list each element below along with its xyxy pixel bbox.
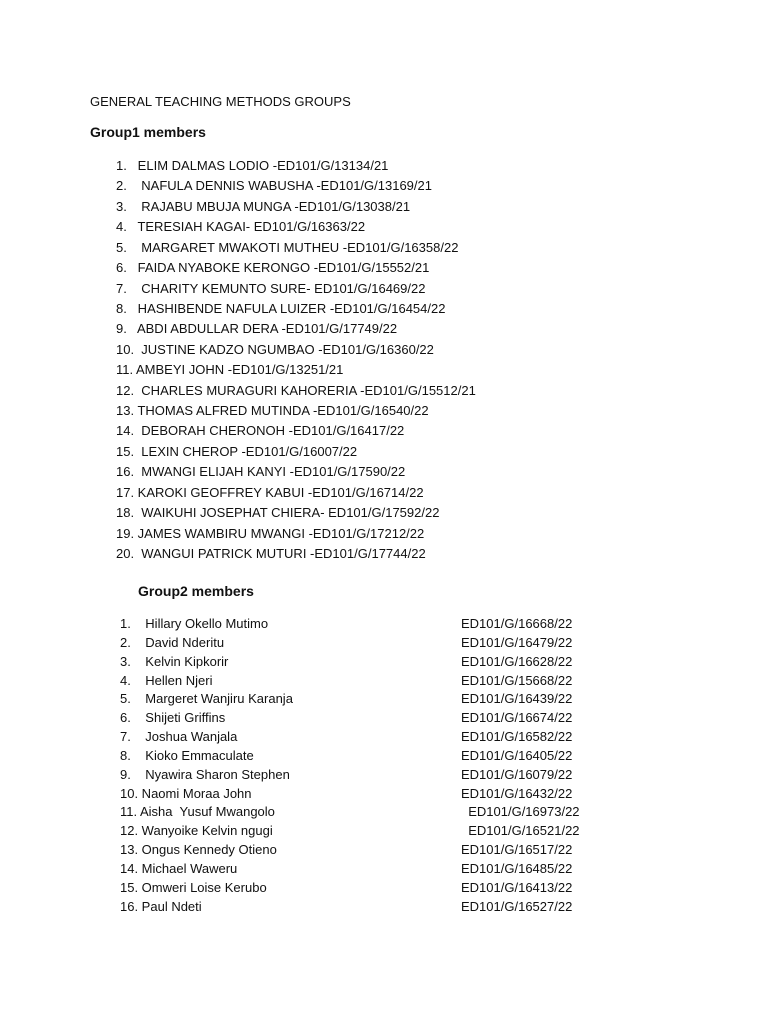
- member-reg-number: ED101/G/16521/22: [461, 823, 580, 839]
- member-reg-number: ED101/G/16517/22: [461, 842, 573, 858]
- group2-member: [120, 690, 600, 709]
- member-name: 4. Hellen Njeri: [120, 672, 213, 688]
- group1-member: 13. THOMAS ALFRED MUTINDA -ED101/G/16540/22: [116, 403, 429, 419]
- group2-member: [120, 785, 600, 804]
- member-name: 16. Paul Ndeti: [120, 898, 202, 914]
- member-name: 15. Omweri Loise Kerubo: [120, 879, 267, 895]
- group1-member: 3. RAJABU MBUJA MUNGA -ED101/G/13038/21: [116, 198, 411, 214]
- member-name: 2. David Nderitu: [120, 634, 225, 650]
- group1-member: 15. LEXIN CHEROP -ED101/G/16007/22: [116, 443, 358, 459]
- member-name: 1. Hillary Okello Mutimo: [120, 616, 269, 631]
- member-name: 12. Wanyoike Kelvin ngugi: [120, 823, 273, 839]
- group2-member: [120, 898, 600, 917]
- group2-member: [120, 766, 600, 785]
- member-name: 9. Nyawira Sharon Stephen: [120, 766, 290, 782]
- group1-member: 8. HASHIBENDE NAFULA LUIZER -ED101/G/16454/22: [116, 300, 446, 316]
- member-name: 14. Michael Waweru: [120, 860, 238, 876]
- member-reg-number: ED101/G/15668/22: [461, 672, 573, 688]
- member-reg-number: ED101/G/16439/22: [461, 691, 573, 707]
- group1-member: 2. NAFULA DENNIS WABUSHA -ED101/G/13169/21: [116, 178, 432, 194]
- member-name: 13. Ongus Kennedy Otieno: [120, 842, 277, 858]
- member-reg-number: ED101/G/16674/22: [461, 710, 573, 726]
- group1-member: 9. ABDI ABDULLAR DERA -ED101/G/17749/22: [116, 321, 398, 337]
- group1-member: 16. MWANGI ELIJAH KANYI -ED101/G/17590/22: [116, 464, 406, 480]
- member-name: 11. Aisha Yusuf Mwangolo: [120, 804, 275, 820]
- group2-member: [120, 728, 600, 747]
- group1-member: 10. JUSTINE KADZO NGUMBAO -ED101/G/16360/22: [116, 341, 434, 357]
- group2-member: [120, 860, 600, 879]
- group1-member: 12. CHARLES MURAGURI KAHORERIA -ED101/G/15512/21: [116, 382, 476, 398]
- group1-member-list: [116, 156, 476, 564]
- member-reg-number: ED101/G/16413/22: [461, 879, 573, 895]
- group2-member: [120, 822, 600, 841]
- group2-member: [120, 709, 600, 728]
- group2-member: [120, 634, 600, 653]
- group1-member: 17. KAROKI GEOFFREY KABUI -ED101/G/16714/22: [116, 484, 424, 500]
- member-reg-number: ED101/G/16628/22: [461, 653, 573, 669]
- member-name: 6. Shijeti Griffins: [120, 710, 226, 726]
- group2-member: [120, 672, 600, 691]
- member-reg-number: ED101/G/16527/22: [461, 898, 573, 914]
- member-reg-number: ED101/G/16479/22: [461, 634, 573, 650]
- member-reg-number: ED101/G/16973/22: [461, 804, 580, 820]
- group1-member: 18. WAIKUHI JOSEPHAT CHIERA- ED101/G/17592/22: [116, 505, 440, 521]
- member-reg-number: ED101/G/16485/22: [461, 860, 573, 876]
- member-name: 7. Joshua Wanjala: [120, 729, 238, 745]
- member-name: 3. Kelvin Kipkorir: [120, 653, 229, 669]
- group1-member: 11. AMBEYI JOHN -ED101/G/13251/21: [116, 362, 344, 378]
- document-title: GENERAL TEACHING METHODS GROUPS: [90, 94, 351, 109]
- group1-member: 1. ELIM DALMAS LODIO -ED101/G/13134/21: [116, 158, 389, 173]
- group1-member: 19. JAMES WAMBIRU MWANGI -ED101/G/17212/22: [116, 525, 425, 541]
- group2-member: [120, 803, 600, 822]
- group2-member: [120, 841, 600, 860]
- group1-member: 20. WANGUI PATRICK MUTURI -ED101/G/17744/22: [116, 546, 426, 562]
- member-name: 10. Naomi Moraa John: [120, 785, 252, 801]
- group1-member: 14. DEBORAH CHERONOH -ED101/G/16417/22: [116, 423, 405, 439]
- group2-heading: Group2 members: [138, 583, 254, 599]
- group1-heading: Group1 members: [90, 124, 206, 140]
- group2-member: [120, 747, 600, 766]
- member-reg-number: ED101/G/16582/22: [461, 729, 573, 745]
- group1-member: 6. FAIDA NYABOKE KERONGO -ED101/G/15552/21: [116, 260, 430, 276]
- member-reg-number: ED101/G/16079/22: [461, 766, 573, 782]
- member-reg-number: ED101/G/16432/22: [461, 785, 573, 801]
- group2-member: [120, 615, 600, 634]
- member-reg-number: ED101/G/16405/22: [461, 747, 573, 763]
- member-name: 5. Margeret Wanjiru Karanja: [120, 691, 293, 707]
- member-name: 8. Kioko Emmaculate: [120, 747, 254, 763]
- group1-member: 4. TERESIAH KAGAI- ED101/G/16363/22: [116, 219, 366, 235]
- member-reg-number: ED101/G/16668/22: [461, 616, 573, 631]
- group2-member: [120, 653, 600, 672]
- group1-member: 7. CHARITY KEMUNTO SURE- ED101/G/16469/22: [116, 280, 426, 296]
- group2-member-list: [120, 615, 600, 917]
- group2-member: [120, 879, 600, 898]
- group1-member: 5. MARGARET MWAKOTI MUTHEU -ED101/G/16358/22: [116, 239, 459, 255]
